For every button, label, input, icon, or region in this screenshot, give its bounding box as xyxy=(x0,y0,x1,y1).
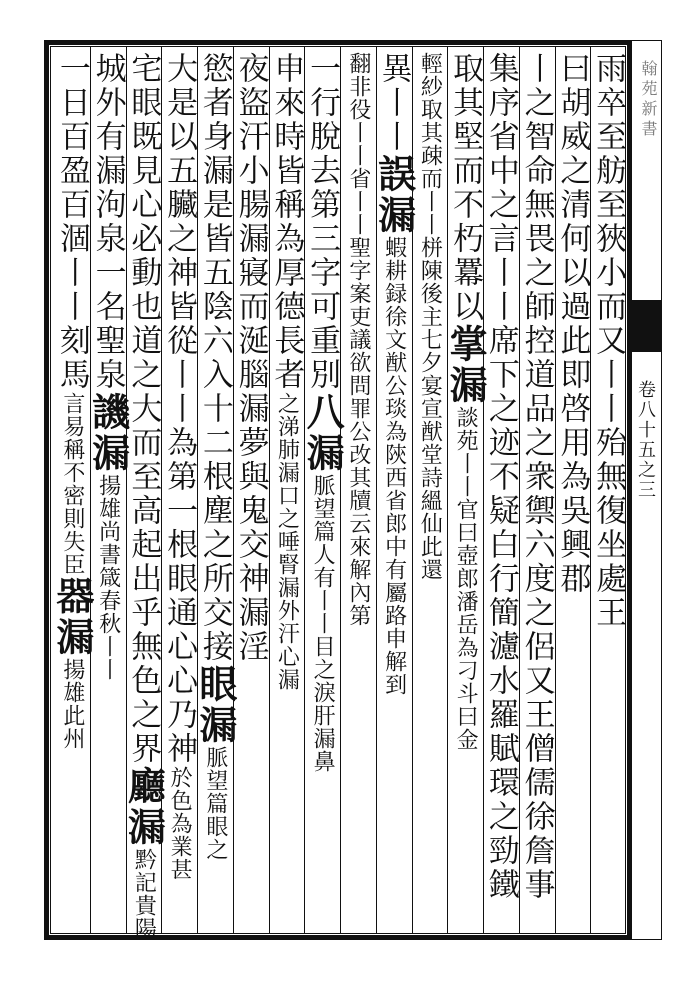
text-segment: 丨之智命無畏之師控道品之衆禦六度之侶又王僧儒徐詹事 xyxy=(518,52,555,902)
text-segment: 談苑丨丨官曰壺郎潘岳為刁斗曰金 xyxy=(453,406,479,751)
text-column xyxy=(443,52,489,932)
entry-heading: 八漏 xyxy=(300,392,346,474)
text-segment: 異丨丨 xyxy=(375,52,412,154)
column-rule xyxy=(90,46,91,934)
text-segment: 大是以五臟之神皆從丨丨為第一根眼通心心乃神 xyxy=(161,52,198,766)
fishtail-block xyxy=(632,300,662,352)
text-segment: 揚雄此州 xyxy=(59,658,85,750)
text-segment: 脈望篇眼之 xyxy=(202,746,228,861)
text-column xyxy=(552,52,592,932)
text-column xyxy=(85,52,131,932)
column-rule xyxy=(412,46,413,934)
text-column xyxy=(192,52,238,932)
text-segment: 蝦耕録徐文猷公琰為陝西省郎中有屬路申解到 xyxy=(381,236,407,696)
text-segment: 宅眼既見心必動也道之大而至高起出乎無色之界 xyxy=(125,52,162,766)
text-segment: 之涕肺漏口之唾腎漏外汗心漏 xyxy=(274,392,300,691)
text-column xyxy=(121,52,167,940)
column-rule xyxy=(233,46,234,934)
column-rule xyxy=(376,46,377,934)
column-rule xyxy=(161,46,162,934)
text-segment: 一行脫去第三字可重別 xyxy=(304,52,341,392)
text-segment: 城外有漏泃泉一名聖泉 xyxy=(89,52,126,392)
text-column xyxy=(338,52,378,932)
column-rule xyxy=(304,46,305,934)
text-column xyxy=(49,52,95,932)
text-segment: 慾者身漏是皆五陰六入十二根塵之所交接 xyxy=(196,52,233,664)
text-segment: 集序省中之言丨丨席下之迹不疑白行簡濾水羅賦環之勁鐵 xyxy=(482,52,519,902)
text-segment: 栟陳後主七夕宴宣猷堂詩縕仙此還 xyxy=(417,236,443,581)
text-segment: 曰胡威之清何以過此即啓用為吳興郡 xyxy=(554,52,591,596)
text-segment: 言易稱不密則失臣 xyxy=(59,392,85,576)
text-column xyxy=(300,52,346,932)
text-segment: 於色為業甚 xyxy=(167,766,193,881)
text-segment: 取其堅而不朽羃以 xyxy=(447,52,484,324)
text-column xyxy=(371,52,417,932)
text-segment: 申來時皆稱為厚德長者 xyxy=(268,52,305,392)
column-rule xyxy=(555,46,556,934)
text-segment: 雨卒至舫至狹小而又丨丨殆無復坐處王 xyxy=(590,52,627,630)
entry-heading: 譏漏 xyxy=(85,392,131,474)
entry-heading: 眼漏 xyxy=(192,664,238,746)
entry-heading: 掌漏 xyxy=(443,324,489,406)
text-column xyxy=(588,52,628,932)
text-column xyxy=(517,52,557,932)
text-column xyxy=(481,52,521,932)
column-rule xyxy=(590,46,591,934)
text-segment: 揚雄尚書箴春秋丨丨 xyxy=(95,474,121,681)
entry-heading: 器漏 xyxy=(49,576,95,658)
column-rule xyxy=(340,46,341,934)
entry-heading: 廳漏 xyxy=(121,766,167,848)
text-column xyxy=(231,52,271,932)
text-segment: 夜盜汗小腸漏寢而涎腦漏夢與鬼交神漏淫 xyxy=(232,52,269,664)
column-rule xyxy=(197,46,198,934)
column-rule xyxy=(519,46,520,934)
margin-title: 翰苑新書 xyxy=(639,60,658,140)
text-segment: 一日百盈百涸丨丨刻馬 xyxy=(53,52,90,392)
text-segment: 輕紗取其疎而丨丨 xyxy=(417,52,443,236)
column-rule xyxy=(483,46,484,934)
entry-heading: 誤漏 xyxy=(371,154,417,236)
column-rule xyxy=(126,46,127,934)
column-rule xyxy=(447,46,448,934)
column-rule xyxy=(269,46,270,934)
text-segment: 黔記貴陽 xyxy=(131,848,157,940)
text-column xyxy=(266,52,306,932)
juan-number: 卷八十五之三 xyxy=(635,380,656,500)
text-segment: 脈望篇人有丨丨目之淚肝漏鼻 xyxy=(310,474,336,773)
text-segment: 翻非役丨丨省丨丨聖字案吏議欲問罪公改其牘云來解內第 xyxy=(345,52,371,627)
